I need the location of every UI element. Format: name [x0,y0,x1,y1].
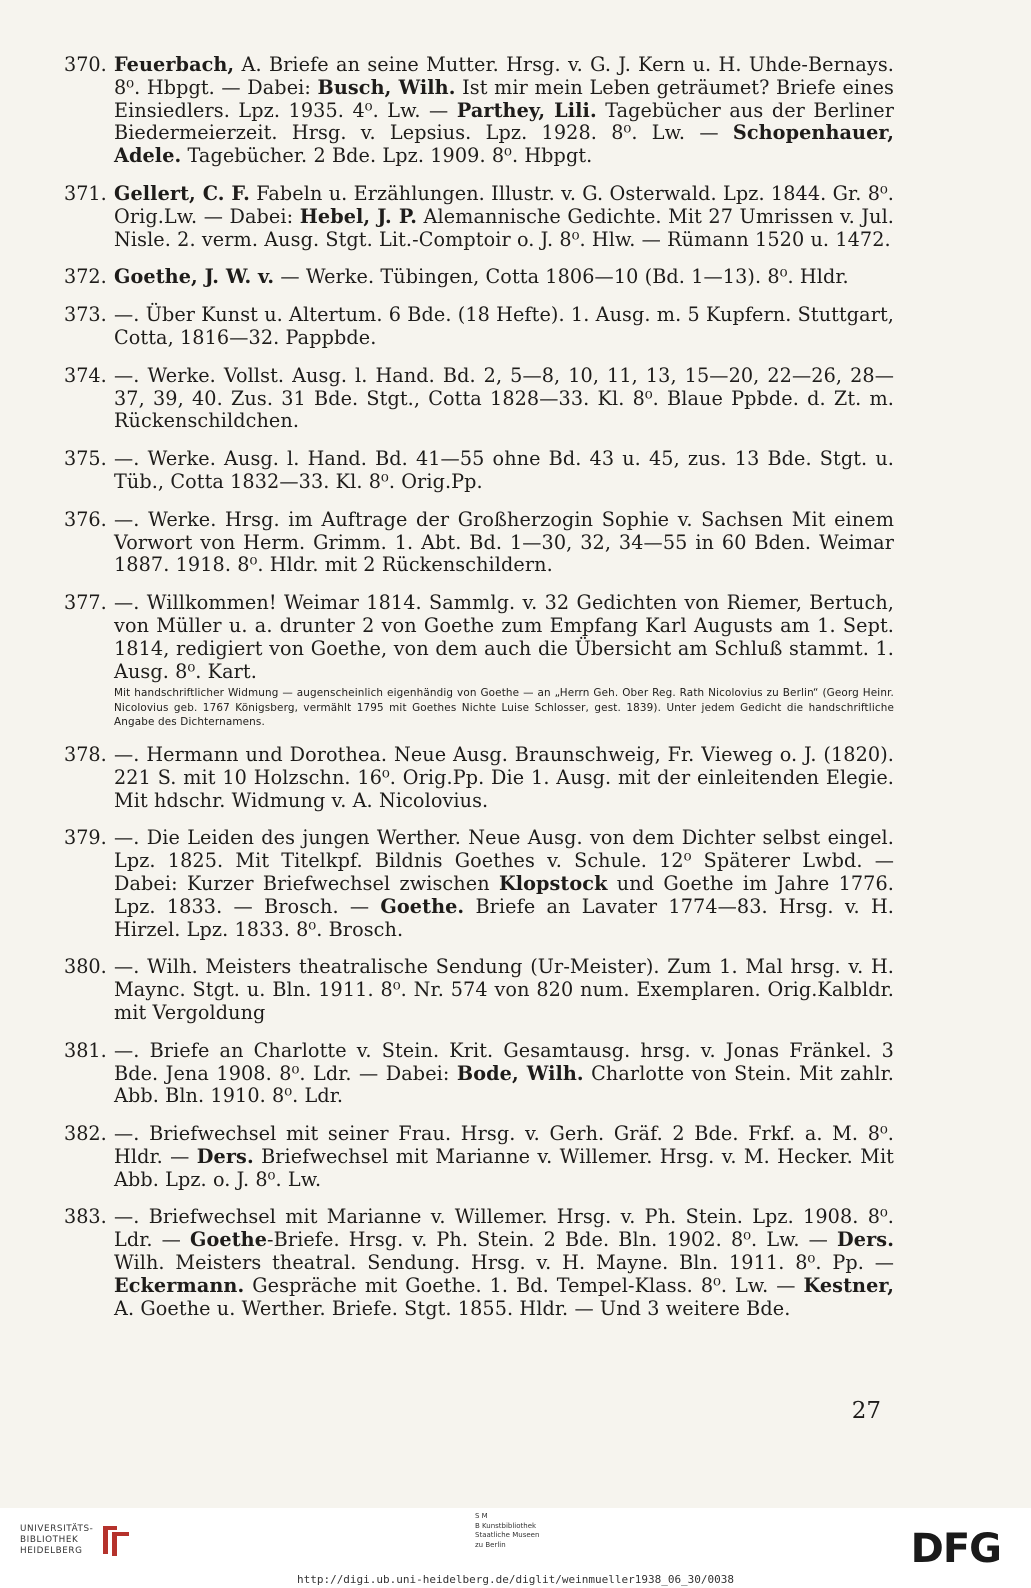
entry-description: Wilh. Meisters theatral. Sendung. Hrsg. v. H. Mayne. Bln. 1911. 8⁰. Pp. — [114,1251,894,1275]
entry-number: 378. [64,742,107,766]
entry-description: —. Die Leiden des jungen Werther. Neue Ausg. von dem Dichter selbst eingel. Lpz. 1825. Mit Titelkpf. Bildnis Goethes v. Schule. 12⁰ Späterer Lwbd. — Dabei: Kurzer Briefwechsel zwischen [114,826,894,895]
catalog-entry [64,54,894,168]
catalog-entry [64,1123,894,1191]
entry-number: 373. [64,303,107,327]
entry-author: Busch, Wilh. [317,75,456,99]
entry-text [114,592,894,729]
permalink-url[interactable]: http://digi.ub.uni-heidelberg.de/diglit/weinmueller1938_06_30/0038 [296,1573,735,1586]
entry-number: 376. [64,507,107,531]
entry-description: Fabeln u. Erzählungen. Illustr. v. G. Osterwald. Lpz. 1844. Gr. 8⁰. Orig.Lw. — Dabei: [114,181,895,228]
entry-number: 370. [64,53,107,76]
catalog-entry [64,183,894,251]
entry-text [114,1040,894,1108]
entry-description: Alemannische Gedichte. Mit 27 Umrissen v. Jul. Nisle. 2. verm. Ausg. Stgt. Lit.-Comptoir o. J. 8⁰. Hlw. — Rümann 1520 u. 1472. [114,204,894,251]
entry-author: Eckermann. [114,1273,245,1297]
entry-description: —. Hermann und Dorothea. Neue Ausg. Braunschweig, Fr. Vieweg o. J. (1820). 221 S. mit 10 Holzschn. 16⁰. Orig.Pp. Die 1. Ausg. mit der einleitenden Elegie. Mit hdschr. Widmung v. A. Nicolovius. [114,742,894,812]
entry-text [114,956,894,1024]
entry-description: Ist mir mein Leben geträumet? Briefe eines Einsiedlers. Lpz. 1935. 4⁰. Lw. — [114,75,895,122]
page-number: 27 [851,1398,881,1424]
entry-text [114,744,894,812]
entry-description: Tagebücher. 2 Bde. Lpz. 1909. 8⁰. Hbpgt. [181,144,593,168]
entry-text [114,304,894,350]
entry-text [114,509,894,577]
entry-author: Goethe. [380,894,465,918]
entry-description: —. Briefe an Charlotte v. Stein. Krit. Gesamtausg. hrsg. v. Jonas Fränkel. 3 Bde. Jena 1908. 8⁰. Ldr. — Dabei: [114,1038,894,1085]
entry-number: 383. [64,1205,107,1229]
entry-author: Gellert, C. F. [114,181,250,205]
entry-number: 371. [64,181,107,205]
entry-author: Goethe [190,1228,268,1252]
entry-description: —. Werke. Hrsg. im Auftrage der Großherzogin Sophie v. Sachsen Mit einem Vorwort von Herm. Grimm. 1. Abt. Bd. 1—30, 32, 34—55 in 60 Bden. Weimar 1887. 1918. 8⁰. Hldr. mit 2 Rückenschildern. [114,507,894,577]
catalog-entry [64,1206,894,1320]
entry-author: Bode, Wilh. [456,1061,584,1085]
entry-text [114,448,894,494]
entry-description: Briefwechsel mit Marianne v. Willemer. Hrsg. v. M. Hecker. Mit Abb. Lpz. o. J. 8⁰. Lw. [114,1144,894,1191]
entry-text [114,1206,894,1320]
entry-description: —. Werke. Vollst. Ausg. l. Hand. Bd. 2, 5—8, 10, 11, 13, 15—20, 22—26, 28—37, 39, 40. Zus. 31 Bde. Stgt., Cotta 1828—33. Kl. 8⁰. Blaue Ppbde. d. Zt. m. Rückenschildchen. [114,363,894,433]
entry-number: 380. [64,955,107,979]
entry-description: —. Briefwechsel mit Marianne v. Willemer. Hrsg. v. Ph. Stein. Lpz. 1908. 8⁰. Ldr. — [114,1205,894,1252]
entry-description: —. Werke. Ausg. l. Hand. Bd. 41—55 ohne Bd. 43 u. 45, zus. 13 Bde. Stgt. u. Tüb., Cotta 1832—33. Kl. 8⁰. Orig.Pp. [114,447,894,493]
entry-description: —. Willkommen! Weimar 1814. Sammlg. v. 32 Gedichten von Riemer, Bertuch, von Müller u. a. drunter 2 von Goethe zum Empfang Karl Augusts am 1. Sept. 1814, redigiert von Goethe, von dem auch die Übersicht am Schluß stammt. 1. Ausg. 8⁰. Kart. [114,591,894,683]
university-library-name: UNIVERSITÄTS- BIBLIOTHEK HEIDELBERG [20,1523,94,1556]
entry-description: A. Goethe u. Werther. Briefe. Stgt. 1855. Hldr. — Und 3 weitere Bde. [114,1296,791,1320]
entry-description: und Goethe im Jahre 1776. Lpz. 1833. — Brosch. — [114,871,894,918]
footer [0,1508,1031,1588]
entry-number: 379. [64,826,107,850]
catalog-entry [64,592,894,729]
catalog-entry [64,827,894,941]
entry-author: Schopenhauer, Adele. [114,121,894,168]
catalog-entry [64,509,894,577]
entry-author: Parthey, Lili. [456,98,597,122]
entry-author: Ders. [196,1144,254,1168]
library-emblem-icon [99,1522,133,1558]
entry-author: Kestner, [803,1273,894,1297]
catalog-entry [64,744,894,812]
entry-number: 381. [64,1038,107,1062]
entry-number: 377. [64,591,107,615]
dfg-logo[interactable]: DFG [910,1526,1001,1572]
entry-list [64,54,894,1335]
catalog-entry [64,956,894,1024]
entry-text [114,183,894,251]
entry-note: Mit handschriftlicher Widmung — augenscheinlich eigenhändig von Goethe — an „Herrn Geh. Ober Reg. Rath Nicolovius zu Berlin“ (Georg Heinr. Nicolovius geb. 1767 Königsberg, vermählt 1795 mit Goethes Nichte Luise Schlosser, gest. 1839). Unter jedem Gedicht die handschriftliche Angabe des Dichternamens. [114,687,894,728]
entry-text [114,1123,894,1191]
entry-description: Briefe an Lavater 1774—83. Hrsg. v. H. Hirzel. Lpz. 1833. 8⁰. Brosch. [114,894,894,941]
entry-text [114,266,894,289]
entry-author: Ders. [837,1228,894,1252]
entry-description: Charlotte von Stein. Mit zahlr. Abb. Bln. 1910. 8⁰. Ldr. [114,1061,895,1108]
entry-number: 375. [64,447,107,471]
university-library-logo[interactable] [20,1522,133,1558]
catalog-entry [64,448,894,494]
entry-description: —. Über Kunst u. Altertum. 6 Bde. (18 Hefte). 1. Ausg. m. 5 Kupfern. Stuttgart, Cotta, 1816—32. Pappbde. [114,303,894,349]
entry-author: Feuerbach, [114,53,235,76]
entry-text [114,827,894,941]
entry-number: 382. [64,1122,107,1146]
catalog-entry [64,365,894,433]
entry-description: A. Briefe an seine Mutter. Hrsg. v. G. J. Kern u. H. Uhde-Bernays. 8⁰. Hbpgt. — Dabei: [114,53,894,99]
entry-author: Klopstock [498,871,608,895]
entry-description: —. Briefwechsel mit seiner Frau. Hrsg. v. Gerh. Gräf. 2 Bde. Frkf. a. M. 8⁰. Hldr. — [114,1122,894,1168]
entry-description: —. Wilh. Meisters theatralische Sendung (Ur-Meister). Zum 1. Mal hrsg. v. H. Maync. Stgt. u. Bln. 1911. 8⁰. Nr. 574 von 820 num. Exemplaren. Orig.Kalbldr. mit Vergoldung [114,955,894,1024]
catalog-entry [64,266,894,289]
entry-number: 374. [64,363,107,387]
catalog-entry [64,1040,894,1108]
entry-number: 372. [64,265,107,289]
catalog-entry [64,304,894,350]
entry-text [114,365,894,433]
entry-author: Goethe, J. W. v. [114,265,275,289]
entry-description: Gespräche mit Goethe. 1. Bd. Tempel-Klass. 8⁰. Lw. — [244,1273,804,1297]
museum-logo: S M B Kunstbibliothek Staatliche Museen zu Berlin [475,1512,540,1549]
entry-description: — Werke. Tübingen, Cotta 1806—10 (Bd. 1—13). 8⁰. Hldr. [274,265,849,289]
entry-description: -Briefe. Hrsg. v. Ph. Stein. 2 Bde. Bln. 1902. 8⁰. Lw. — [267,1228,838,1252]
entry-text [114,54,894,168]
entry-description: Tagebücher aus der Berliner Biedermeierzeit. Hrsg. v. Lepsius. Lpz. 1928. 8⁰. Lw. — [114,98,895,145]
entry-author: Hebel, J. P. [299,204,417,228]
